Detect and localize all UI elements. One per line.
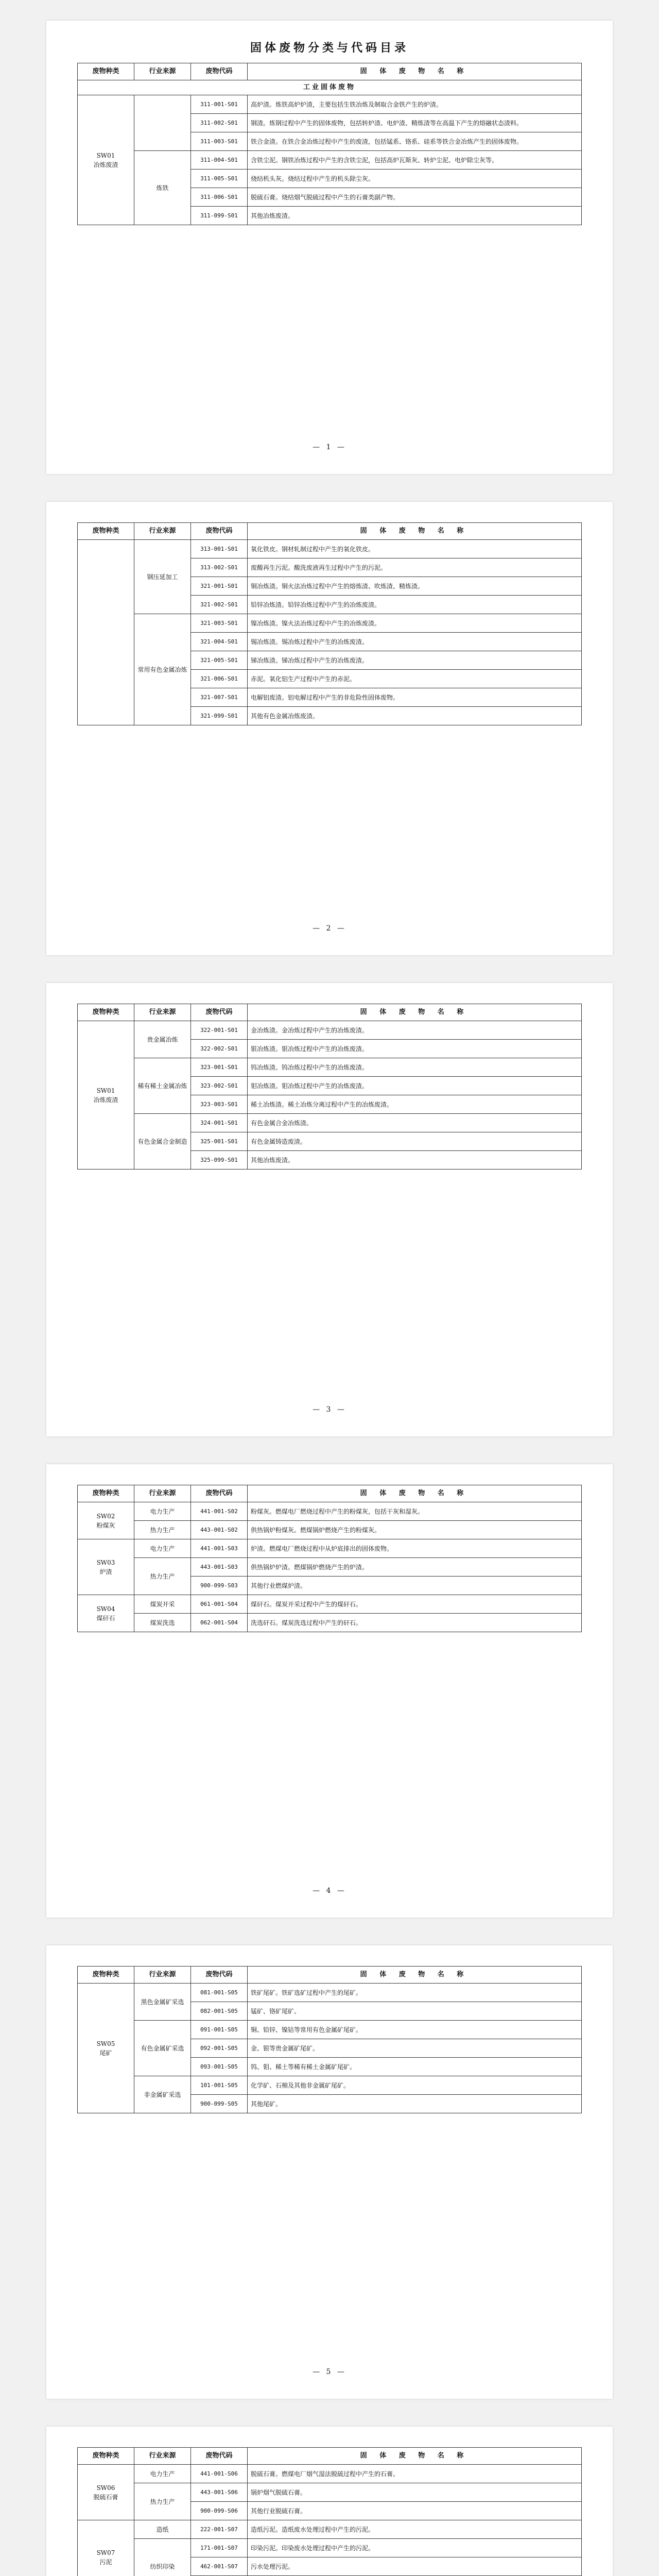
table-row (78, 540, 582, 558)
cell-industry: 有色金属矿采选 (134, 2021, 191, 2076)
catalog-table (77, 1004, 582, 1170)
page-number: — 4 — (313, 1887, 346, 1895)
cell-code: 321-099-S01 (191, 707, 248, 725)
page-number: — 1 — (313, 443, 346, 451)
page-number: — 5 — (313, 2368, 346, 2376)
cell-code: 441-001-S06 (191, 2465, 248, 2483)
cell-waste-name: 银冶炼渣。银冶炼过程中产生的冶炼废渣。 (248, 1040, 582, 1058)
cell-waste-name: 脱硫石膏。烧结烟气脱硫过程中产生的石膏类副产物。 (248, 188, 582, 207)
cell-code: 311-003-S01 (191, 132, 248, 151)
table-header-row (78, 63, 582, 80)
cell-industry (134, 95, 191, 151)
cell-industry: 贵金属冶炼 (134, 1021, 191, 1058)
cell-code: 900-099-S06 (191, 2502, 248, 2520)
header-code: 废物代码 (191, 2448, 248, 2465)
cell-code: 321-003-S01 (191, 614, 248, 633)
cell-code: 443-001-S03 (191, 1558, 248, 1577)
cell-waste-name: 氧化铁皮。钢材轧制过程中产生的氧化铁皮。 (248, 540, 582, 558)
table-row (78, 2539, 582, 2557)
cell-code: 322-001-S01 (191, 1021, 248, 1040)
table-row (78, 2520, 582, 2539)
cell-waste-name: 高炉渣。炼铁高炉炉渣，主要包括生铁冶炼及制取合金铁产生的炉渣。 (248, 95, 582, 114)
page-number: — 2 — (313, 924, 346, 933)
cell-industry: 热力生产 (134, 1558, 191, 1595)
header-name: 固 体 废 物 名 称 (248, 1485, 582, 1502)
document-page (46, 21, 613, 474)
section-heading: 工业固体废物 (78, 80, 582, 95)
table-row (78, 1595, 582, 1614)
cell-category: SW06 脱硫石膏 (78, 2465, 134, 2520)
table-row (78, 151, 582, 170)
header-category: 废物种类 (78, 1004, 134, 1021)
cell-waste-name: 锑冶炼渣。锑冶炼过程中产生的冶炼废渣。 (248, 651, 582, 670)
header-name: 固 体 废 物 名 称 (248, 1967, 582, 1984)
cell-waste-name: 炉渣。燃煤电厂燃烧过程中从炉底排出的固体废物。 (248, 1539, 582, 1558)
cell-code: 222-001-S07 (191, 2520, 248, 2539)
table-header-row (78, 1004, 582, 1021)
cell-code: 900-099-S03 (191, 1577, 248, 1595)
document-page (46, 2427, 613, 2576)
cell-waste-name: 含铁尘泥。钢铁冶炼过程中产生的含铁尘泥，包括高炉瓦斯灰、转炉尘泥、电炉除尘灰等。 (248, 151, 582, 170)
cell-code: 062-001-S04 (191, 1614, 248, 1632)
cell-waste-name: 其他行业脱硫石膏。 (248, 2502, 582, 2520)
cell-code: 441-001-S03 (191, 1539, 248, 1558)
cell-industry: 煤炭开采 (134, 1595, 191, 1614)
cell-waste-name: 铁合金渣。在铁合金冶炼过程中产生的废渣，包括锰系、铬系、硅系等铁合金冶炼产生的固体废物。 (248, 132, 582, 151)
cell-waste-name: 铁矿尾矿。铁矿选矿过程中产生的尾矿。 (248, 1984, 582, 2002)
table-row (78, 2483, 582, 2502)
header-category: 废物种类 (78, 63, 134, 80)
cell-waste-name: 供热锅炉粉煤灰。燃煤锅炉燃烧产生的粉煤灰。 (248, 1521, 582, 1539)
cell-code: 325-001-S01 (191, 1132, 248, 1151)
cell-industry: 煤炭洗选 (134, 1614, 191, 1632)
cell-code: 101-001-S05 (191, 2076, 248, 2095)
cell-waste-name: 钢渣。炼钢过程中产生的固体废物，包括转炉渣、电炉渣、精炼渣等在高温下产生的熔融状态渣料。 (248, 114, 582, 132)
cell-industry: 电力生产 (134, 1502, 191, 1521)
cell-category: SW04 煤矸石 (78, 1595, 134, 1632)
table-row (78, 1021, 582, 1040)
cell-industry: 钢压延加工 (134, 540, 191, 614)
cell-waste-name: 有色金属铸造废渣。 (248, 1132, 582, 1151)
cell-waste-name: 电解铝废渣。铝电解过程中产生的非危险性固体废物。 (248, 688, 582, 707)
section-heading-row (78, 80, 582, 95)
header-name: 固 体 废 物 名 称 (248, 2448, 582, 2465)
table-header-row (78, 2448, 582, 2465)
cell-industry: 电力生产 (134, 1539, 191, 1558)
cell-industry: 造纸 (134, 2520, 191, 2539)
cell-code: 061-001-S04 (191, 1595, 248, 1614)
cell-waste-name: 有色金属合金冶炼渣。 (248, 1114, 582, 1132)
cell-waste-name: 钨、钼、稀土等稀有稀土金属矿尾矿。 (248, 2058, 582, 2076)
cell-waste-name: 其他尾矿。 (248, 2095, 582, 2113)
cell-waste-name: 稀土冶炼渣。稀土冶炼分离过程中产生的冶炼废渣。 (248, 1095, 582, 1114)
cell-waste-name: 钨冶炼渣。钨冶炼过程中产生的冶炼废渣。 (248, 1058, 582, 1077)
cell-category: SW07 污泥 (78, 2520, 134, 2576)
cell-waste-name: 金、银等贵金属矿尾矿。 (248, 2039, 582, 2058)
cell-waste-name: 其他有色金属冶炼废渣。 (248, 707, 582, 725)
document-page (46, 502, 613, 955)
catalog-table (77, 2447, 582, 2576)
cell-waste-name: 化学矿、石棉及其他非金属矿尾矿。 (248, 2076, 582, 2095)
header-category: 废物种类 (78, 523, 134, 540)
cell-code: 311-005-S01 (191, 170, 248, 188)
cell-waste-name: 金冶炼渣。金冶炼过程中产生的冶炼废渣。 (248, 1021, 582, 1040)
cell-code: 443-001-S02 (191, 1521, 248, 1539)
table-row (78, 614, 582, 633)
page-number: — 3 — (313, 1405, 346, 1414)
header-code: 废物代码 (191, 1485, 248, 1502)
cell-industry: 电力生产 (134, 2465, 191, 2483)
cell-code: 092-001-S05 (191, 2039, 248, 2058)
header-industry: 行业来源 (134, 2448, 191, 2465)
header-code: 废物代码 (191, 523, 248, 540)
cell-industry: 有色金属合金制造 (134, 1114, 191, 1170)
cell-industry: 黑色金属矿采选 (134, 1984, 191, 2021)
header-category: 废物种类 (78, 2448, 134, 2465)
cell-code: 311-004-S01 (191, 151, 248, 170)
table-row (78, 1114, 582, 1132)
cell-code: 323-002-S01 (191, 1077, 248, 1095)
table-header-row (78, 1967, 582, 1984)
catalog-table (77, 522, 582, 725)
cell-code: 081-001-S05 (191, 1984, 248, 2002)
cell-waste-name: 造纸污泥。造纸废水处理过程中产生的污泥。 (248, 2520, 582, 2539)
cell-code: 093-001-S05 (191, 2058, 248, 2076)
catalog-table (77, 63, 582, 225)
header-name: 固 体 废 物 名 称 (248, 1004, 582, 1021)
table-row (78, 1521, 582, 1539)
cell-waste-name: 铜、铅锌、镍钴等常用有色金属矿尾矿。 (248, 2021, 582, 2039)
document-page (46, 1945, 613, 2399)
header-category: 废物种类 (78, 1967, 134, 1984)
cell-waste-name: 脱硫石膏。燃煤电厂烟气湿法脱硫过程中产生的石膏。 (248, 2465, 582, 2483)
cell-code: 322-002-S01 (191, 1040, 248, 1058)
cell-category (78, 540, 134, 725)
cell-code: 171-001-S07 (191, 2539, 248, 2557)
cell-waste-name: 镍冶炼渣。镍火法冶炼过程中产生的冶炼废渣。 (248, 614, 582, 633)
catalog-table (77, 1485, 582, 1632)
cell-waste-name: 铜冶炼渣。铜火法冶炼过程中产生的熔炼渣、吹炼渣、精炼渣。 (248, 577, 582, 596)
cell-industry: 热力生产 (134, 2483, 191, 2520)
cell-industry: 常用有色金属冶炼 (134, 614, 191, 725)
cell-code: 462-001-S07 (191, 2557, 248, 2576)
cell-waste-name: 洗选矸石。煤炭洗选过程中产生的矸石。 (248, 1614, 582, 1632)
cell-code: 321-006-S01 (191, 670, 248, 688)
cell-waste-name: 供热锅炉炉渣。燃煤锅炉燃烧产生的炉渣。 (248, 1558, 582, 1577)
table-row (78, 1539, 582, 1558)
cell-category: SW03 炉渣 (78, 1539, 134, 1595)
cell-waste-name: 煤矸石。煤炭开采过程中产生的煤矸石。 (248, 1595, 582, 1614)
cell-industry: 纺织印染 (134, 2539, 191, 2576)
cell-waste-name: 印染污泥。印染废水处理过程中产生的污泥。 (248, 2539, 582, 2557)
header-name: 固 体 废 物 名 称 (248, 63, 582, 80)
cell-code: 441-001-S02 (191, 1502, 248, 1521)
cell-code: 311-001-S01 (191, 95, 248, 114)
cell-code: 323-003-S01 (191, 1095, 248, 1114)
cell-industry: 稀有稀土金属冶炼 (134, 1058, 191, 1114)
header-industry: 行业来源 (134, 63, 191, 80)
cell-waste-name: 赤泥。氧化铝生产过程中产生的赤泥。 (248, 670, 582, 688)
cell-category: SW01 冶炼废渣 (78, 1021, 134, 1170)
cell-code: 321-001-S01 (191, 577, 248, 596)
cell-waste-name: 其他冶炼废渣。 (248, 207, 582, 225)
cell-category: SW02 粉煤灰 (78, 1502, 134, 1539)
table-header-row (78, 523, 582, 540)
cell-waste-name: 污水处理污泥。 (248, 2557, 582, 2576)
catalog-table (77, 1966, 582, 2113)
cell-industry: 非金属矿采选 (134, 2076, 191, 2113)
table-row (78, 1058, 582, 1077)
header-code: 废物代码 (191, 1967, 248, 1984)
cell-code: 443-001-S06 (191, 2483, 248, 2502)
table-row (78, 1984, 582, 2002)
cell-code: 900-099-S05 (191, 2095, 248, 2113)
cell-code: 325-099-S01 (191, 1151, 248, 1170)
table-row (78, 2465, 582, 2483)
header-code: 废物代码 (191, 63, 248, 80)
document-page (46, 983, 613, 1436)
header-name: 固 体 废 物 名 称 (248, 523, 582, 540)
cell-waste-name: 其他冶炼废渣。 (248, 1151, 582, 1170)
cell-waste-name: 锰矿、铬矿尾矿。 (248, 2002, 582, 2021)
document-page (46, 1464, 613, 1918)
table-row (78, 1614, 582, 1632)
cell-category: SW05 尾矿 (78, 1984, 134, 2113)
cell-waste-name: 锡冶炼渣。锡冶炼过程中产生的冶炼废渣。 (248, 633, 582, 651)
cell-code: 323-001-S01 (191, 1058, 248, 1077)
cell-code: 321-007-S01 (191, 688, 248, 707)
cell-code: 321-002-S01 (191, 596, 248, 614)
cell-category: SW01 冶炼废渣 (78, 95, 134, 225)
header-industry: 行业来源 (134, 1485, 191, 1502)
cell-waste-name: 铅锌冶炼渣。铅锌冶炼过程中产生的冶炼废渣。 (248, 596, 582, 614)
header-category: 废物种类 (78, 1485, 134, 1502)
page-title: 固体废物分类与代码目录 (250, 41, 409, 55)
cell-code: 082-001-S05 (191, 2002, 248, 2021)
table-row (78, 2021, 582, 2039)
cell-waste-name: 烧结机头灰。烧结过程中产生的机头除尘灰。 (248, 170, 582, 188)
cell-code: 313-001-S01 (191, 540, 248, 558)
table-row (78, 1558, 582, 1577)
cell-code: 321-004-S01 (191, 633, 248, 651)
cell-waste-name: 粉煤灰。燃煤电厂燃烧过程中产生的粉煤灰，包括干灰和湿灰。 (248, 1502, 582, 1521)
header-industry: 行业来源 (134, 1004, 191, 1021)
header-industry: 行业来源 (134, 1967, 191, 1984)
table-row (78, 1502, 582, 1521)
cell-code: 311-002-S01 (191, 114, 248, 132)
cell-waste-name: 废酸再生污泥。酸洗废液再生过程中产生的污泥。 (248, 558, 582, 577)
cell-waste-name: 锅炉烟气脱硫石膏。 (248, 2483, 582, 2502)
header-industry: 行业来源 (134, 523, 191, 540)
table-header-row (78, 1485, 582, 1502)
table-row (78, 95, 582, 114)
cell-code: 313-002-S01 (191, 558, 248, 577)
cell-code: 321-005-S01 (191, 651, 248, 670)
cell-industry: 炼铁 (134, 151, 191, 225)
cell-code: 091-001-S05 (191, 2021, 248, 2039)
header-code: 废物代码 (191, 1004, 248, 1021)
cell-industry: 热力生产 (134, 1521, 191, 1539)
cell-waste-name: 其他行业燃煤炉渣。 (248, 1577, 582, 1595)
cell-code: 311-099-S01 (191, 207, 248, 225)
cell-waste-name: 钼冶炼渣。钼冶炼过程中产生的冶炼废渣。 (248, 1077, 582, 1095)
cell-code: 324-001-S01 (191, 1114, 248, 1132)
table-row (78, 2076, 582, 2095)
cell-code: 311-006-S01 (191, 188, 248, 207)
